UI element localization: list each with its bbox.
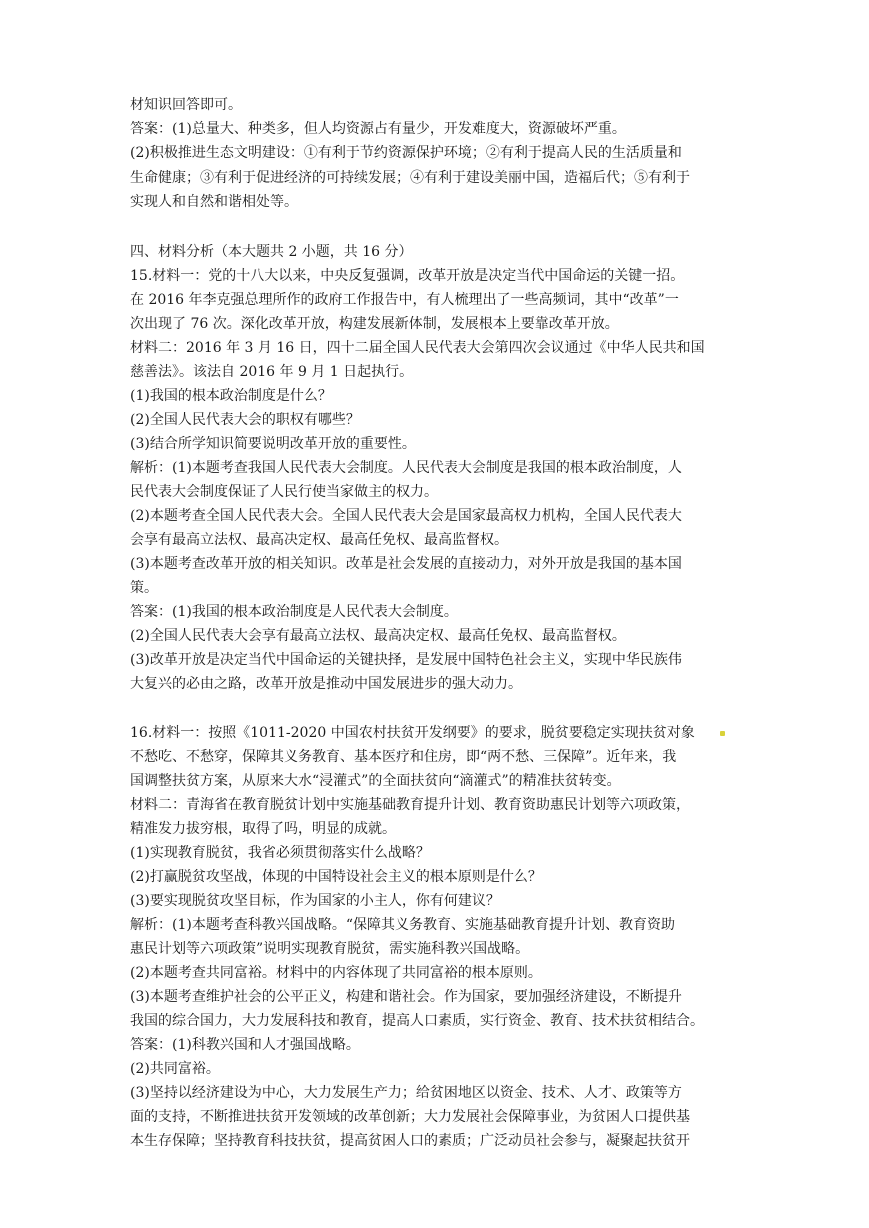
question-line: (1)实现教育脱贫，我省必须贯彻落实什么战略？	[130, 845, 430, 861]
text-line: (2)积极推进生态文明建设：①有利于节约资源保护环境；②有利于提高人民的生活质量和	[130, 145, 682, 161]
analysis-line: 解析：(1)本题考查科教兴国战略。“保障其义务教育、实施基础教育提升计划、教育资助	[130, 917, 675, 933]
analysis-line: (3)本题考查改革开放的相关知识。改革是社会发展的直接动力，对外开放是我国的基本国	[130, 556, 682, 572]
text-line: 不愁吃、不愁穿，保障其义务教育、基本医疗和住房，即“两不愁、三保障”。近年来，我	[130, 749, 677, 765]
text-line: 精准发力拔穷根，取得了吗，明显的成就。	[130, 821, 396, 837]
question-line: (3)要实现脱贫攻坚目标，作为国家的小主人，你有何建议？	[130, 893, 500, 909]
text-line: 15.材料一：党的十八大以来，中央反复强调，改革开放是决定当代中国命运的关键一招。	[130, 268, 685, 284]
answer-line: (2)共同富裕。	[130, 1061, 220, 1077]
text-line: 实现人和自然和谐相处等。	[130, 194, 298, 210]
analysis-line: (2)本题考查共同富裕。材料中的内容体现了共同富裕的根本原则。	[130, 965, 542, 981]
answer-line: (2)全国人民代表大会享有最高立法权、最高决定权、最高任免权、最高监督权。	[130, 628, 626, 644]
analysis-line: 民代表大会制度保证了人民行使当家做主的权力。	[130, 484, 438, 500]
text-line: 慈善法》。该法自 2016 年 9 月 1 日起执行。	[130, 364, 414, 380]
analysis-line: 解析：(1)本题考查我国人民代表大会制度。人民代表大会制度是我国的根本政治制度，人	[130, 460, 682, 476]
text-line: 16.材料一：按照《1011-2020 中国农村扶贫开发纲要》的要求，脱贫要稳定实现扶贫对象	[130, 725, 695, 741]
text-line: 在 2016 年李克强总理所作的政府工作报告中，有人梳理出了一些高频词，其中“改革”一	[130, 292, 679, 308]
answer-line: 答案：(1)我国的根本政治制度是人民代表大会制度。	[130, 604, 458, 620]
question-line: (2)打赢脱贫攻坚战，体现的中国特设社会主义的根本原则是什么？	[130, 869, 542, 885]
text-line: 材料二：2016 年 3 月 16 日，四十二届全国人民代表大会第四次会议通过《中华人民共和国	[130, 340, 705, 356]
text-line: 材知识回答即可。	[130, 97, 242, 113]
text-line: 生命健康；③有利于促进经济的可持续发展；④有利于建设美丽中国，造福后代；⑤有利于	[130, 170, 690, 186]
text-line: 材料二：青海省在教育脱贫计划中实施基础教育提升计划、教育资助惠民计划等六项政策，	[130, 797, 690, 813]
analysis-line: 惠民计划等六项政策”说明实现教育脱贫，需实施科教兴国战略。	[130, 941, 530, 957]
analysis-line: (3)本题考查维护社会的公平正义，构建和谐社会。作为国家，要加强经济建设，不断提升	[130, 989, 682, 1005]
text-line: 国调整扶贫方案，从原来大水“浸灌式”的全面扶贫向“滴灌式”的精准扶贫转变。	[130, 773, 621, 789]
analysis-line: 会享有最高立法权、最高决定权、最高任免权、最高监督权。	[130, 532, 508, 548]
answer-line: (3)改革开放是决定当代中国命运的关键抉择，是发展中国特色社会主义，实现中华民族伟	[130, 652, 682, 668]
analysis-line: (2)本题考查全国人民代表大会。全国人民代表大会是国家最高权力机构，全国人民代表大	[130, 508, 682, 524]
highlight-dot-mark	[720, 731, 725, 736]
analysis-line: 策。	[130, 580, 158, 596]
text-line: 答案：(1)总量大、种类多，但人均资源占有量少，开发难度大，资源破坏严重。	[130, 121, 626, 137]
analysis-line: 我国的综合国力，大力发展科技和教育，提高人口素质，实行资金、教育、技术扶贫相结合。	[130, 1013, 704, 1029]
section-heading: 四、材料分析（本大题共 2 小题，共 16 分）	[130, 244, 413, 260]
question-line: (3)结合所学知识简要说明改革开放的重要性。	[130, 436, 416, 452]
answer-line: (3)坚持以经济建设为中心，大力发展生产力；给贫困地区以资金、技术、人才、政策等方	[130, 1085, 682, 1101]
answer-line: 答案：(1)科教兴国和人才强国战略。	[130, 1037, 360, 1053]
answer-line: 本生存保障；坚持教育科技扶贫，提高贫困人口的素质；广泛动员社会参与，凝聚起扶贫开	[130, 1133, 690, 1149]
text-line: 次出现了 76 次。深化改革开放，构建发展新体制，发展根本上要靠改革开放。	[130, 316, 619, 332]
question-line: (2)全国人民代表大会的职权有哪些？	[130, 412, 360, 428]
question-line: (1)我国的根本政治制度是什么？	[130, 388, 332, 404]
answer-line: 大复兴的必由之路，改革开放是推动中国发展进步的强大动力。	[130, 676, 522, 692]
answer-line: 面的支持，不断推进扶贫开发领域的改革创新；大力发展社会保障事业，为贫困人口提供基	[130, 1109, 690, 1125]
